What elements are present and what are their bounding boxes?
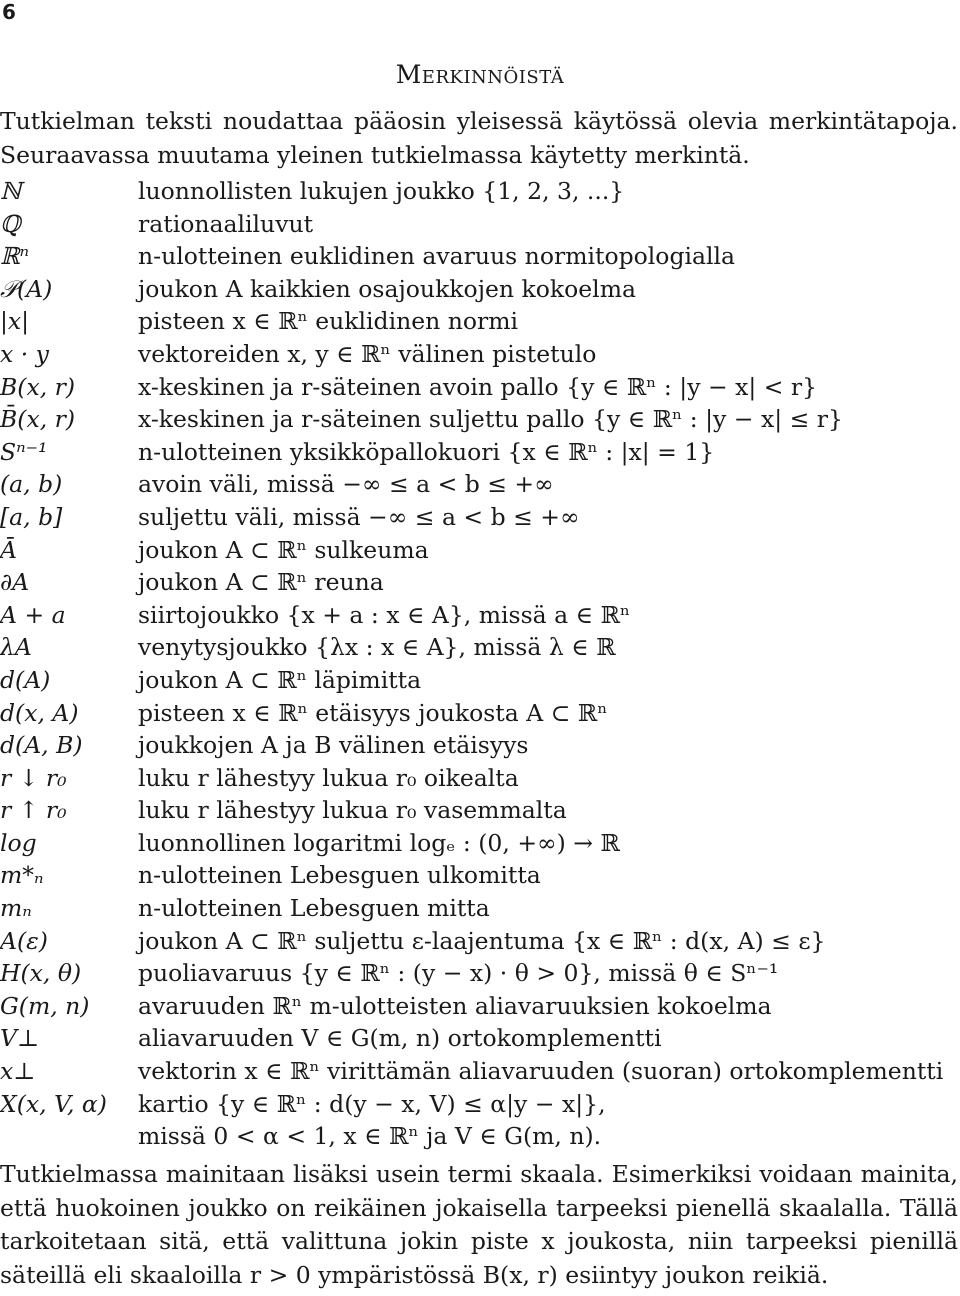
notation-description: pisteen x ∈ ℝⁿ etäisyys joukosta A ⊂ ℝⁿ	[138, 698, 608, 727]
notation-description: joukon A ⊂ ℝⁿ läpimitta	[138, 665, 422, 694]
notation-description: joukon A ⊂ ℝⁿ suljettu ε-laajentuma {x ∈ ℝⁿ : d(x, A) ≤ ε}	[138, 926, 826, 955]
notation-description: joukon A ⊂ ℝⁿ sulkeuma	[138, 535, 429, 564]
notation-symbol: H(x, θ)	[0, 959, 82, 988]
notation-row	[0, 436, 958, 469]
notation-symbol	[0, 1120, 138, 1153]
notation-symbol: [a, b]	[0, 502, 63, 531]
notation-description: joukon A ⊂ ℝⁿ reuna	[138, 568, 384, 597]
notation-symbol: 𝒫(A)	[0, 274, 53, 303]
notation-row	[0, 664, 958, 697]
notation-list	[0, 175, 958, 1153]
page-number: 6	[2, 0, 16, 24]
notation-description: avoin väli, missä −∞ ≤ a < b ≤ +∞	[138, 470, 554, 499]
notation-row	[0, 827, 958, 860]
notation-symbol: m*ₙ	[0, 861, 44, 890]
notation-row	[0, 631, 958, 664]
notation-symbol: x · y	[0, 339, 49, 368]
notation-row	[0, 1022, 958, 1055]
notation-symbol: d(A)	[0, 665, 51, 694]
notation-description: n-ulotteinen yksikköpallokuori {x ∈ ℝⁿ : |x| = 1}	[138, 437, 715, 466]
notation-symbol: x⊥	[0, 1057, 36, 1086]
notation-symbol: d(A, B)	[0, 731, 83, 760]
notation-description: rationaaliluvut	[138, 209, 314, 238]
notation-description: vektoreiden x, y ∈ ℝⁿ välinen pistetulo	[138, 339, 597, 368]
outro-line: tarkoitetaan sitä, että valittuna jokin piste x joukosta, niin tarpeeksi pienillä	[0, 1227, 958, 1256]
notation-symbol: r ↓ r₀	[0, 763, 67, 792]
notation-description: joukkojen A ja B välinen etäisyys	[138, 731, 529, 760]
notation-description: vektorin x ∈ ℝⁿ virittämän aliavaruuden (suoran) ortokomplementti	[138, 1057, 944, 1086]
outro-paragraph	[0, 1158, 958, 1293]
notation-description: pisteen x ∈ ℝⁿ euklidinen normi	[138, 307, 519, 336]
notation-row	[0, 957, 958, 990]
notation-description: joukon A kaikkien osajoukkojen kokoelma	[138, 274, 636, 303]
notation-row	[0, 273, 958, 306]
notation-symbol: r ↑ r₀	[0, 796, 67, 825]
notation-description: x-keskinen ja r-säteinen suljettu pallo {y ∈ ℝⁿ : |y − x| ≤ r}	[138, 405, 843, 434]
outro-line: Tutkielmassa mainitaan lisäksi usein termi skaala. Esimerkiksi voidaan mainita,	[0, 1160, 958, 1188]
notation-row	[0, 1055, 958, 1088]
notation-row	[0, 762, 958, 795]
notation-symbol: (a, b)	[0, 470, 63, 499]
notation-description: luku r lähestyy lukua r₀ vasemmalta	[138, 796, 567, 825]
notation-description: x-keskinen ja r-säteinen avoin pallo {y ∈ ℝⁿ : |y − x| < r}	[138, 372, 818, 401]
notation-symbol: log	[0, 828, 37, 857]
notation-row	[0, 175, 958, 208]
notation-description: kartio {y ∈ ℝⁿ : d(y − x, V) ≤ α|y − x|},	[138, 1089, 606, 1118]
notation-row	[0, 599, 958, 632]
notation-description: suljettu väli, missä −∞ ≤ a < b ≤ +∞	[138, 502, 580, 531]
notation-row	[0, 794, 958, 827]
section-heading: Merkinnöistä	[395, 60, 565, 89]
notation-row	[0, 208, 958, 241]
notation-description: avaruuden ℝⁿ m-ulotteisten aliavaruuksien kokoelma	[138, 991, 772, 1020]
notation-row	[0, 566, 958, 599]
notation-row	[0, 338, 958, 371]
notation-symbol: A(ε)	[0, 926, 48, 955]
notation-symbol: |x|	[0, 307, 30, 336]
notation-symbol: Sⁿ⁻¹	[0, 437, 48, 466]
notation-symbol: Ā	[0, 535, 17, 564]
notation-symbol: X(x, V, α)	[0, 1089, 107, 1118]
intro-line: Tutkielman teksti noudattaa pääosin yleisessä käytössä olevia merkintätapoja.	[0, 107, 958, 135]
notation-symbol: G(m, n)	[0, 991, 90, 1020]
notation-description: n-ulotteinen Lebesguen mitta	[138, 894, 490, 923]
notation-row	[0, 1120, 958, 1153]
notation-row	[0, 1088, 958, 1121]
notation-row	[0, 468, 958, 501]
notation-symbol: mₙ	[0, 894, 32, 923]
notation-row	[0, 859, 958, 892]
notation-row	[0, 403, 958, 436]
outro-line: että huokoinen joukko on reikäinen jokaisella tarpeeksi pienellä skaalalla. Tällä	[0, 1193, 958, 1222]
notation-symbol: B̄(x, r)	[0, 405, 76, 434]
intro-line: Seuraavassa muutama yleinen tutkielmassa käytetty merkintä.	[0, 140, 750, 169]
outro-line: säteillä eli skaaloilla r > 0 ympäristössä B(x, r) esiintyy joukon reikiä.	[0, 1261, 829, 1290]
notation-symbol: V⊥	[0, 1024, 40, 1053]
notation-row	[0, 305, 958, 338]
notation-symbol: ℚ	[0, 209, 21, 238]
notation-symbol: ∂A	[0, 568, 30, 597]
notation-description: aliavaruuden V ∈ G(m, n) ortokomplementti	[138, 1024, 662, 1053]
notation-row	[0, 729, 958, 762]
notation-symbol: ℕ	[0, 177, 22, 205]
notation-row	[0, 534, 958, 567]
notation-symbol: λA	[0, 633, 32, 662]
notation-row	[0, 501, 958, 534]
notation-description: puoliavaruus {y ∈ ℝⁿ : (y − x) · θ > 0}, missä θ ∈ Sⁿ⁻¹	[138, 959, 779, 988]
notation-description: venytysjoukko {λx : x ∈ A}, missä λ ∈ ℝ	[138, 633, 616, 662]
notation-description: luonnollinen logaritmi logₑ : (0, +∞) → ℝ	[138, 828, 620, 857]
notation-description: n-ulotteinen Lebesguen ulkomitta	[138, 861, 541, 890]
intro-paragraph	[0, 105, 958, 172]
notation-symbol: A + a	[0, 600, 66, 629]
notation-row	[0, 371, 958, 404]
notation-symbol: ℝⁿ	[0, 242, 30, 271]
notation-symbol: B(x, r)	[0, 372, 76, 401]
notation-description: missä 0 < α < 1, x ∈ ℝⁿ ja V ∈ G(m, n).	[138, 1122, 602, 1151]
notation-row	[0, 697, 958, 730]
notation-description: siirtojoukko {x + a : x ∈ A}, missä a ∈ ℝⁿ	[138, 600, 631, 629]
notation-row	[0, 990, 958, 1023]
notation-row	[0, 240, 958, 273]
notation-row	[0, 925, 958, 958]
notation-description: luonnollisten lukujen joukko {1, 2, 3, ...}	[138, 177, 625, 205]
notation-symbol: d(x, A)	[0, 698, 79, 727]
notation-description: luku r lähestyy lukua r₀ oikealta	[138, 763, 519, 792]
notation-row	[0, 892, 958, 925]
notation-description: n-ulotteinen euklidinen avaruus normitopologialla	[138, 242, 736, 271]
